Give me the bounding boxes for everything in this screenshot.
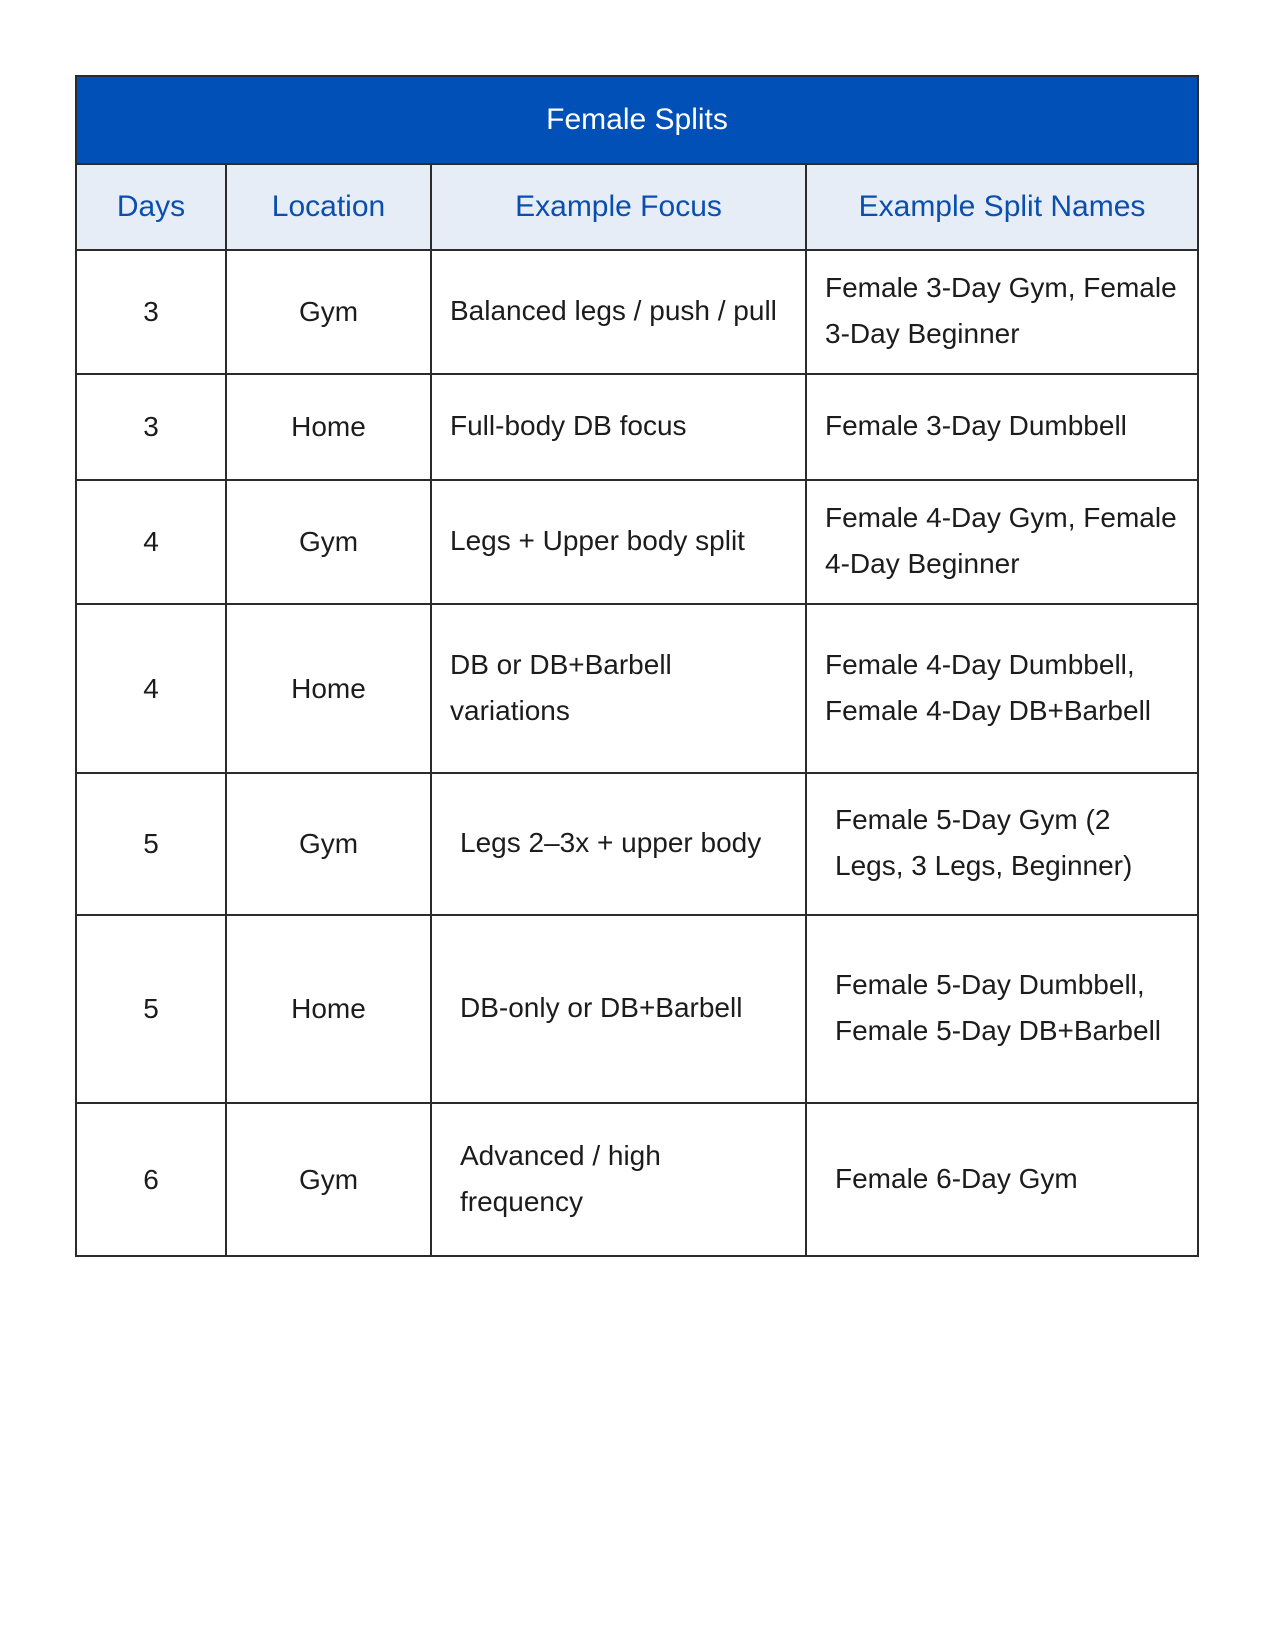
table-row [76,480,1198,604]
days-cell: 3 [76,374,226,480]
split-names-cell: Female 4-Day Gym, Female 4-Day Beginner [806,480,1198,604]
days-cell: 5 [76,773,226,915]
table-row [76,250,1198,374]
table-row [76,604,1198,773]
split-names-cell: Female 5-Day Dumbbell, Female 5-Day DB+Barbell [806,915,1198,1103]
column-header-focus: Example Focus [431,164,806,250]
table-title: Female Splits [76,76,1198,164]
split-names-cell: Female 4-Day Dumbbell, Female 4-Day DB+Barbell [806,604,1198,773]
location-cell: Gym [226,773,431,915]
location-cell: Home [226,915,431,1103]
location-cell: Gym [226,1103,431,1256]
table-row [76,915,1198,1103]
column-header-split-names: Example Split Names [806,164,1198,250]
focus-cell: Legs 2–3x + upper body [431,773,806,915]
days-cell: 3 [76,250,226,374]
table-row [76,1103,1198,1256]
focus-cell: Advanced / high frequency [431,1103,806,1256]
location-cell: Home [226,374,431,480]
focus-cell: Legs + Upper body split [431,480,806,604]
header-row [76,164,1198,250]
female-splits-table [75,75,1199,1257]
location-cell: Gym [226,480,431,604]
focus-cell: DB-only or DB+Barbell [431,915,806,1103]
split-names-cell: Female 6-Day Gym [806,1103,1198,1256]
split-names-cell: Female 5-Day Gym (2 Legs, 3 Legs, Beginner) [806,773,1198,915]
days-cell: 5 [76,915,226,1103]
split-names-cell: Female 3-Day Dumbbell [806,374,1198,480]
location-cell: Home [226,604,431,773]
days-cell: 4 [76,480,226,604]
split-names-cell: Female 3-Day Gym, Female 3-Day Beginner [806,250,1198,374]
column-header-days: Days [76,164,226,250]
title-row [76,76,1198,164]
focus-cell: Full-body DB focus [431,374,806,480]
table-row [76,773,1198,915]
focus-cell: Balanced legs / push / pull [431,250,806,374]
column-header-location: Location [226,164,431,250]
days-cell: 4 [76,604,226,773]
location-cell: Gym [226,250,431,374]
table-row [76,374,1198,480]
focus-cell: DB or DB+Barbell variations [431,604,806,773]
days-cell: 6 [76,1103,226,1256]
